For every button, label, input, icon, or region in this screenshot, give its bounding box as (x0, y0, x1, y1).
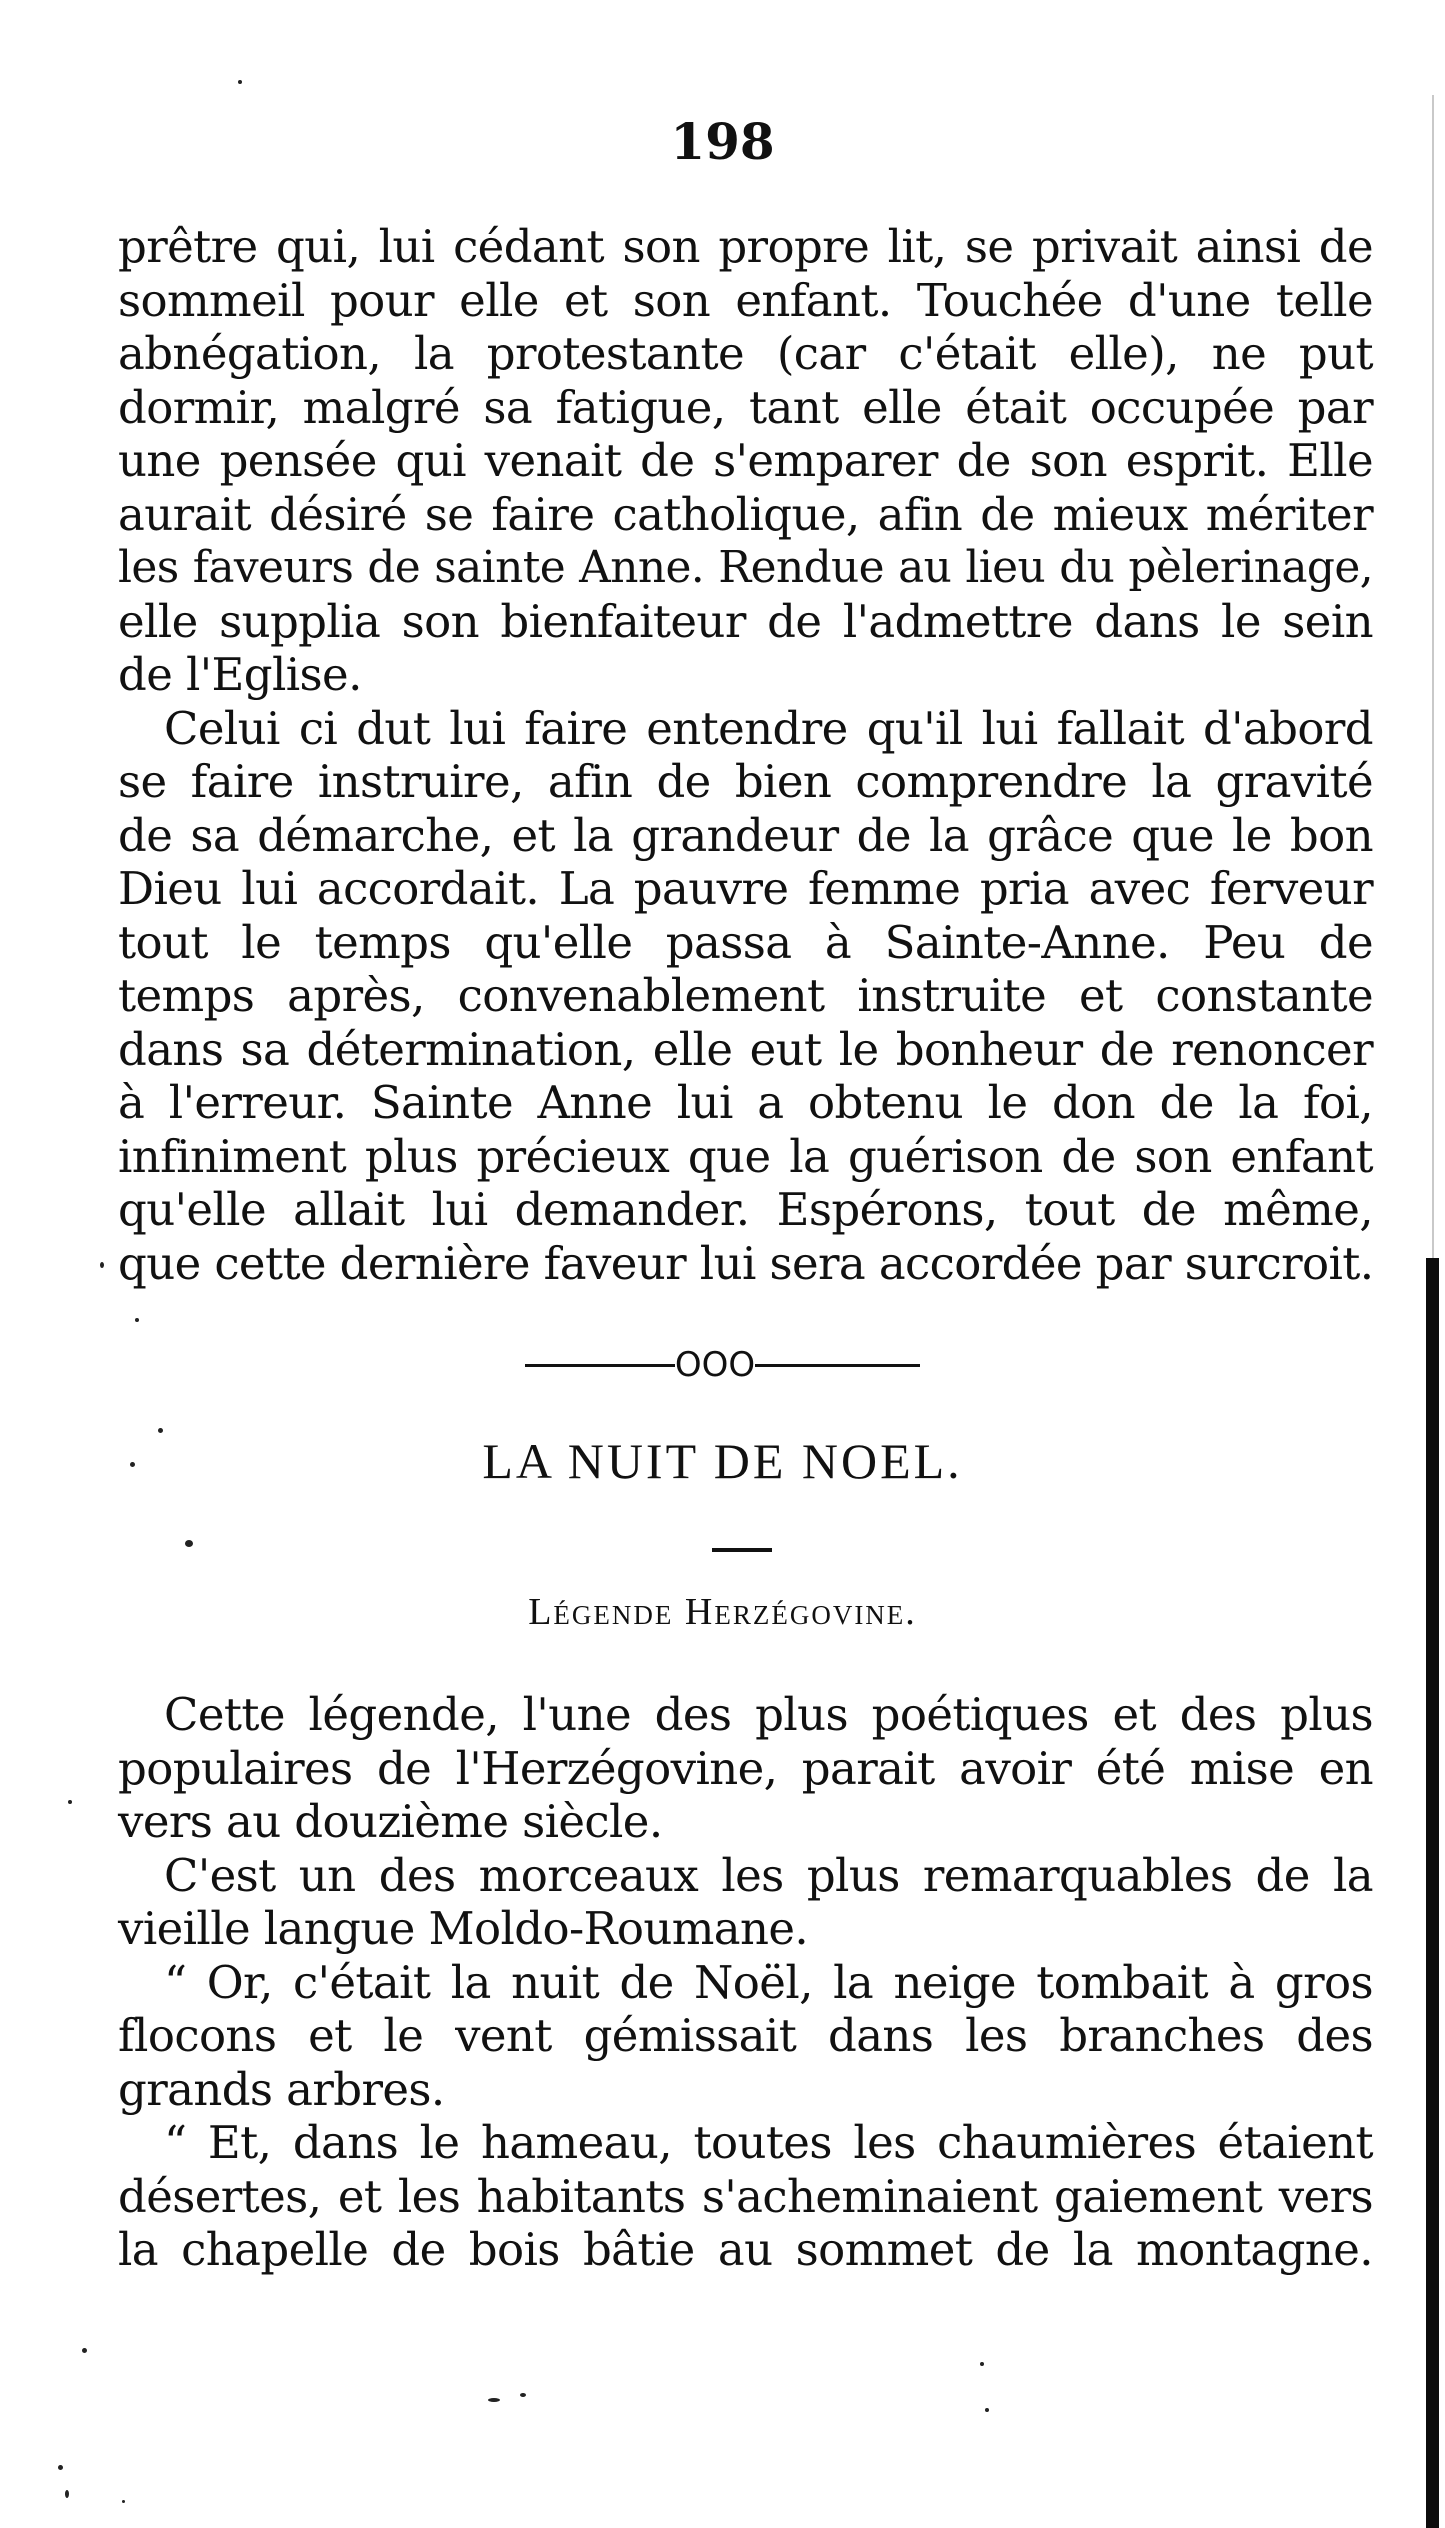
text-line: une pensée qui venait de s'emparer de son esprit. Elle (118, 434, 1373, 487)
text-line: infiniment plus précieux que la guérison de son enfant (118, 1129, 1373, 1183)
text-line: à l'erreur. Sainte Anne lui a obtenu le don de la foi, (118, 1076, 1373, 1129)
text-line: se faire instruire, afin de bien comprendre la gravité (118, 755, 1373, 808)
scan-speck (185, 1540, 193, 1547)
text-line: populaires de l'Herzégovine, parait avoir été mise en (118, 1741, 1373, 1795)
text-line: “ Or, c'était la nuit de Noël, la neige tombait à gros (164, 1955, 1373, 2009)
scan-speck (100, 1262, 104, 1268)
scan-speck (520, 2393, 526, 2397)
section-2-text (118, 1688, 1373, 2277)
text-line: grands arbres. (118, 2062, 445, 2116)
text-line: que cette dernière faveur lui sera accordée par surcroit. (118, 1236, 1374, 1290)
text-line: abnégation, la protestante (car c'était elle), ne put (118, 327, 1373, 380)
text-line: qu'elle allait lui demander. Espérons, tout de même, (118, 1183, 1373, 1236)
page-edge-shadow (1432, 95, 1434, 1258)
text-line: Cette légende, l'une des plus poétiques et des plus (164, 1688, 1373, 1741)
text-line: désertes, et les habitants s'acheminaient gaiement vers (118, 2169, 1373, 2223)
scan-speck (130, 1462, 135, 1467)
scan-speck (488, 2398, 500, 2402)
text-line: C'est un des morceaux les plus remarquables de la (164, 1848, 1373, 1902)
scan-speck (980, 2362, 984, 2366)
page-number: 198 (670, 112, 775, 171)
scan-speck (122, 2500, 125, 2503)
chapter-subtitle: Légende Herzégovine. (528, 1591, 917, 1633)
section-divider-ornament (0, 1345, 1445, 1385)
text-line: dormir, malgré sa fatigue, tant elle était occupée par (118, 380, 1373, 434)
divider-ornament-text: OOO (674, 1345, 756, 1385)
text-line: vieille langue Moldo-Roumane. (118, 1902, 809, 1955)
divider-rule-right (755, 1364, 920, 1367)
divider-rule-left (525, 1364, 675, 1367)
text-line: aurait désiré se faire catholique, afin de mieux mériter (118, 487, 1373, 541)
scan-speck (158, 1428, 163, 1433)
scan-speck (135, 1318, 139, 1322)
text-line: sommeil pour elle et son enfant. Touchée d'une telle (118, 273, 1373, 327)
text-line: prêtre qui, lui cédant son propre lit, se privait ainsi de (118, 220, 1373, 273)
section-1-text (118, 220, 1373, 1290)
scan-speck (985, 2408, 989, 2412)
text-line: “ Et, dans le hameau, toutes les chaumières étaient (164, 2116, 1373, 2169)
title-underline-rule (712, 1548, 772, 1552)
text-line: de sa démarche, et la grandeur de la grâce que le bon (118, 808, 1373, 862)
text-line: temps après, convenablement instruite et constante (118, 969, 1373, 1022)
text-line: la chapelle de bois bâtie au sommet de la montagne. (118, 2223, 1373, 2276)
scan-speck (238, 80, 242, 84)
text-line: dans sa détermination, elle eut le bonheur de renoncer (118, 1022, 1373, 1076)
text-line: flocons et le vent gémissait dans les branches des (118, 2009, 1373, 2062)
text-line: vers au douzième siècle. (118, 1795, 663, 1848)
text-line: elle supplia son bienfaiteur de l'admettre dans le sein (118, 594, 1373, 648)
scan-speck (68, 1800, 72, 1804)
text-line: tout le temps qu'elle passa à Sainte-Anne. Peu de (118, 915, 1373, 969)
text-line: Celui ci dut lui faire entendre qu'il lui fallait d'abord (164, 701, 1373, 755)
text-line: de l'Eglise. (118, 648, 362, 701)
chapter-title: LA NUIT DE NOEL. (482, 1433, 963, 1489)
scan-speck (65, 2490, 69, 2498)
scan-speck (58, 2465, 63, 2470)
text-line: Dieu lui accordait. La pauvre femme pria avec ferveur (118, 862, 1373, 915)
scan-speck (82, 2348, 87, 2353)
text-line: les faveurs de sainte Anne. Rendue au lieu du pèlerinage, (118, 542, 1373, 593)
